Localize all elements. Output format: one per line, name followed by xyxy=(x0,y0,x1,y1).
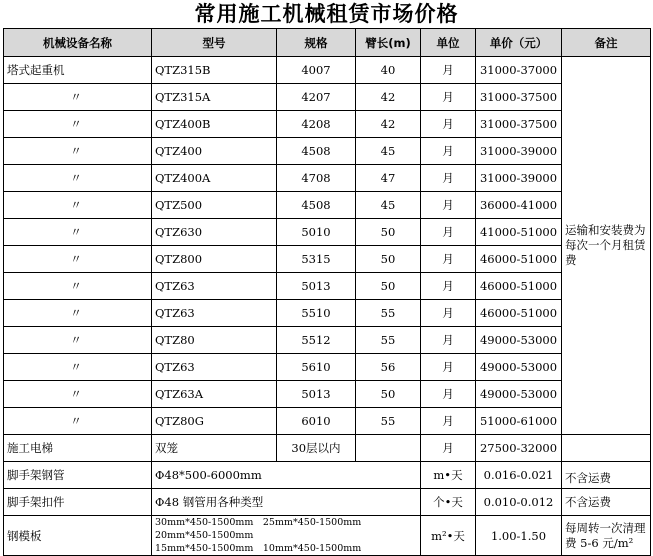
cell-name: 〃 xyxy=(4,219,152,246)
cell-spec: 5510 xyxy=(277,300,356,327)
cell-model xyxy=(152,516,421,556)
cell-model: QTZ400B xyxy=(152,111,277,138)
cell-spec: 5013 xyxy=(277,273,356,300)
cell-price: 31000-37500 xyxy=(476,84,562,111)
cell-price: 46000-51000 xyxy=(476,300,562,327)
cell-remark: 不含运费 xyxy=(562,462,651,489)
cell-spec: 5610 xyxy=(277,354,356,381)
cell-arm: 55 xyxy=(356,408,421,435)
cell-price: 31000-37000 xyxy=(476,57,562,84)
cell-unit: 月 xyxy=(421,381,476,408)
cell-name: 〃 xyxy=(4,246,152,273)
cell-unit: 月 xyxy=(421,138,476,165)
table-row xyxy=(4,300,651,327)
cell-spec: 4207 xyxy=(277,84,356,111)
cell-unit: 月 xyxy=(421,273,476,300)
cell-remark xyxy=(562,435,651,462)
table-row xyxy=(4,192,651,219)
cell-model: QTZ315B xyxy=(152,57,277,84)
cell-unit: 月 xyxy=(421,192,476,219)
cell-name: 〃 xyxy=(4,165,152,192)
cell-price: 41000-51000 xyxy=(476,219,562,246)
cell-name: 〃 xyxy=(4,300,152,327)
table-row xyxy=(4,57,651,84)
cell-price: 1.00-1.50 xyxy=(476,516,562,556)
cell-spec: 4708 xyxy=(277,165,356,192)
table-row-formwork xyxy=(4,516,651,556)
table-row xyxy=(4,327,651,354)
cell-arm xyxy=(356,435,421,462)
cell-spec: 6010 xyxy=(277,408,356,435)
cell-unit: 个•天 xyxy=(421,489,476,516)
cell-remark: 每周转一次清理费 5-6 元/m² xyxy=(562,516,651,556)
cell-price: 31000-39000 xyxy=(476,138,562,165)
cell-model: QTZ315A xyxy=(152,84,277,111)
cell-arm: 50 xyxy=(356,219,421,246)
cell-spec: 4508 xyxy=(277,192,356,219)
header-row xyxy=(4,29,651,57)
cell-name: 〃 xyxy=(4,111,152,138)
table-row xyxy=(4,138,651,165)
cell-unit: 月 xyxy=(421,354,476,381)
cell-spec: 4508 xyxy=(277,138,356,165)
table-row-pipe xyxy=(4,462,651,489)
cell-unit: 月 xyxy=(421,246,476,273)
cell-spec: 4007 xyxy=(277,57,356,84)
cell-model: QTZ80 xyxy=(152,327,277,354)
cell-model: QTZ630 xyxy=(152,219,277,246)
header-remark: 备注 xyxy=(562,29,651,57)
cell-unit: 月 xyxy=(421,84,476,111)
cell-name: 钢模板 xyxy=(4,516,152,556)
cell-spec: 30层以内 xyxy=(277,435,356,462)
header-spec: 规格 xyxy=(277,29,356,57)
cell-price: 49000-53000 xyxy=(476,381,562,408)
cell-name: 脚手架钢管 xyxy=(4,462,152,489)
cell-arm: 55 xyxy=(356,300,421,327)
cell-model: QTZ400A xyxy=(152,165,277,192)
cell-model: QTZ63 xyxy=(152,354,277,381)
cell-arm: 50 xyxy=(356,381,421,408)
cell-model: Φ48 钢管用各种类型 xyxy=(152,489,421,516)
cell-arm: 42 xyxy=(356,111,421,138)
cell-price: 46000-51000 xyxy=(476,246,562,273)
header-arm: 臂长(m) xyxy=(356,29,421,57)
cell-name: 〃 xyxy=(4,192,152,219)
cell-remark: 不含运费 xyxy=(562,489,651,516)
cell-arm: 55 xyxy=(356,327,421,354)
cell-model: QTZ63A xyxy=(152,381,277,408)
cell-model: QTZ500 xyxy=(152,192,277,219)
cell-arm: 56 xyxy=(356,354,421,381)
cell-price: 31000-37500 xyxy=(476,111,562,138)
cell-name: 〃 xyxy=(4,408,152,435)
cell-name: 〃 xyxy=(4,381,152,408)
cell-arm: 50 xyxy=(356,246,421,273)
cell-name: 塔式起重机 xyxy=(4,57,152,84)
table-row xyxy=(4,381,651,408)
cell-name: 〃 xyxy=(4,354,152,381)
cell-unit: 月 xyxy=(421,408,476,435)
price-table xyxy=(3,28,651,556)
cell-unit: 月 xyxy=(421,165,476,192)
header-price: 单价（元） xyxy=(476,29,562,57)
cell-price: 31000-39000 xyxy=(476,165,562,192)
cell-model: QTZ800 xyxy=(152,246,277,273)
cell-price: 0.016-0.021 xyxy=(476,462,562,489)
cell-unit: 月 xyxy=(421,327,476,354)
cell-price: 36000-41000 xyxy=(476,192,562,219)
cell-model: QTZ400 xyxy=(152,138,277,165)
header-model: 型号 xyxy=(152,29,277,57)
cell-spec: 5010 xyxy=(277,219,356,246)
cell-price: 49000-53000 xyxy=(476,327,562,354)
table-row xyxy=(4,84,651,111)
cell-spec: 4208 xyxy=(277,111,356,138)
cell-unit: 月 xyxy=(421,300,476,327)
cell-unit: 月 xyxy=(421,57,476,84)
cell-spec: 5315 xyxy=(277,246,356,273)
cell-name: 〃 xyxy=(4,84,152,111)
formwork-model-line2: 15mm*450-1500mm 10mm*450-1500mm xyxy=(155,543,362,554)
cell-spec: 5013 xyxy=(277,381,356,408)
cell-arm: 45 xyxy=(356,192,421,219)
cell-arm: 40 xyxy=(356,57,421,84)
cell-model: QTZ80G xyxy=(152,408,277,435)
cell-spec: 5512 xyxy=(277,327,356,354)
cell-model: QTZ63 xyxy=(152,300,277,327)
cell-price: 0.010-0.012 xyxy=(476,489,562,516)
cell-unit: m•天 xyxy=(421,462,476,489)
table-row xyxy=(4,273,651,300)
cell-unit: m²•天 xyxy=(421,516,476,556)
cell-arm: 47 xyxy=(356,165,421,192)
formwork-model-line1: 30mm*450-1500mm 25mm*450-1500mm 20mm*450-1500mm xyxy=(155,517,371,541)
cell-name: 脚手架扣件 xyxy=(4,489,152,516)
cell-name: 〃 xyxy=(4,273,152,300)
cell-unit: 月 xyxy=(421,435,476,462)
page-title: 常用施工机械租赁市场价格 xyxy=(194,2,459,26)
cell-crane-remark: 运输和安装费为每次一个月租赁费 xyxy=(562,57,651,435)
cell-model: QTZ63 xyxy=(152,273,277,300)
cell-name: 〃 xyxy=(4,327,152,354)
table-row-elevator xyxy=(4,435,651,462)
table-row-fastener xyxy=(4,489,651,516)
header-name: 机械设备名称 xyxy=(4,29,152,57)
cell-price: 27500-32000 xyxy=(476,435,562,462)
cell-name: 施工电梯 xyxy=(4,435,152,462)
table-row xyxy=(4,165,651,192)
table-row xyxy=(4,354,651,381)
cell-unit: 月 xyxy=(421,219,476,246)
header-unit: 单位 xyxy=(421,29,476,57)
table-row xyxy=(4,111,651,138)
cell-price: 49000-53000 xyxy=(476,354,562,381)
table-row xyxy=(4,246,651,273)
cell-arm: 45 xyxy=(356,138,421,165)
cell-unit: 月 xyxy=(421,111,476,138)
cell-price: 51000-61000 xyxy=(476,408,562,435)
cell-price: 46000-51000 xyxy=(476,273,562,300)
cell-model: 双笼 xyxy=(152,435,277,462)
cell-arm: 42 xyxy=(356,84,421,111)
cell-name: 〃 xyxy=(4,138,152,165)
table-row xyxy=(4,219,651,246)
cell-model: Φ48*500-6000mm xyxy=(152,462,421,489)
table-row xyxy=(4,408,651,435)
cell-arm: 50 xyxy=(356,273,421,300)
